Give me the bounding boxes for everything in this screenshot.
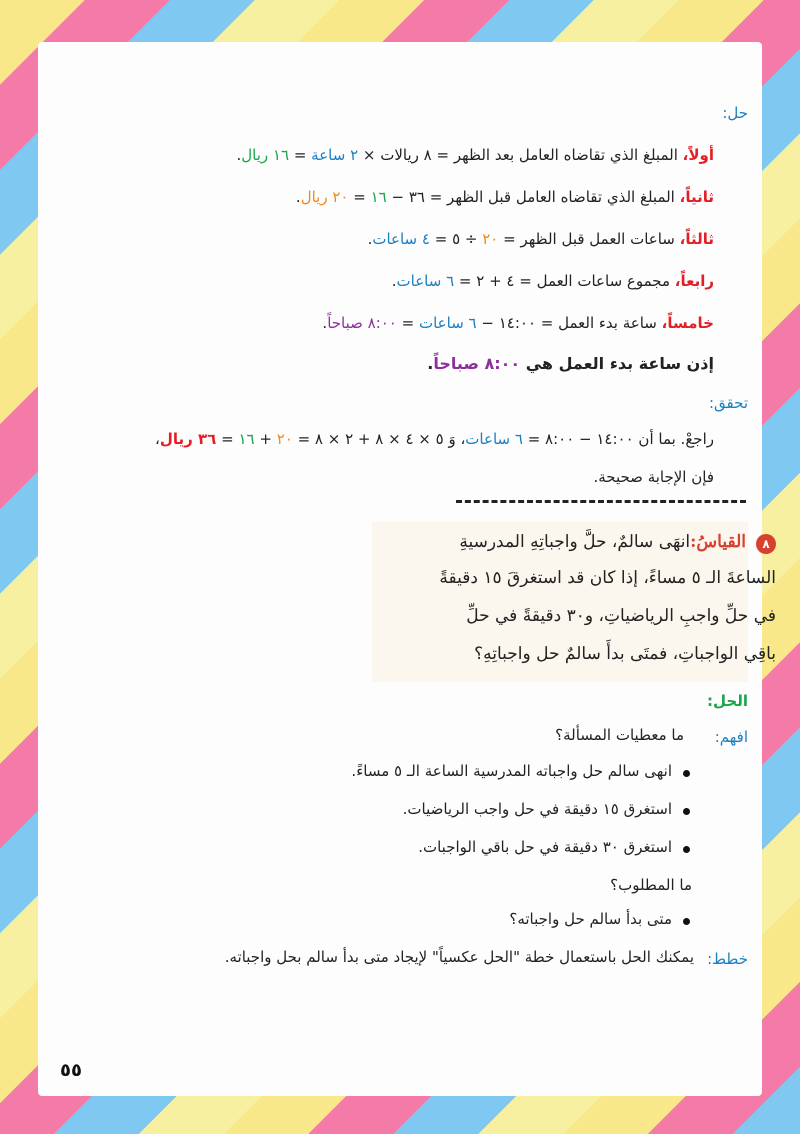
required-1: متى بدأ سالم حل واجباته؟: [509, 910, 672, 928]
problem-line-3: في حلِّ واجبِ الرياضياتِ، و٣٠ دقيقةً في حلِّ: [466, 606, 776, 626]
problem-line-1: [459, 532, 746, 552]
step-1-mid: =: [289, 146, 312, 164]
bullet-icon: [683, 846, 690, 853]
check-label: تحقق:: [708, 394, 748, 412]
check-line-2: فإن الإجابة صحيحة.: [593, 468, 714, 486]
step-4-c2: ٦ ساعات: [396, 272, 455, 290]
step-2-text: المبلغ الذي تقاضاه العامل قبل الظهر = ٣٦ −: [386, 188, 675, 206]
understand-label: افهم:: [714, 728, 748, 746]
check-part-i: ،: [155, 430, 160, 448]
step-4-head: رابعاً،: [674, 272, 714, 290]
step-1-head: أولاً،: [682, 146, 714, 164]
given-3: استغرق ٣٠ دقيقة في حل باقي الواجبات.: [418, 838, 672, 856]
check-part-f: ١٦: [238, 430, 255, 448]
step-3-mid: ÷ ٥ =: [429, 230, 483, 248]
step-2-end: .: [295, 188, 301, 206]
given-1: انهى سالم حل واجباته المدرسية الساعة الـ ٥ مساءً.: [351, 762, 672, 780]
step-5-head: خامساً،: [661, 314, 714, 332]
step-5-c1: ٦ ساعات: [418, 314, 477, 332]
step-4: [392, 272, 714, 290]
step-5-c2: ٨:٠٠ صباحاً: [327, 314, 397, 332]
conclusion: [427, 354, 714, 373]
step-5-text: ساعة بدء العمل = ١٤:٠٠ −: [476, 314, 657, 332]
step-5: [322, 314, 714, 332]
check-line-1: [155, 430, 714, 448]
step-3-c1: ٢٠: [482, 230, 499, 248]
step-3-c2: ٤ ساعات: [372, 230, 430, 248]
check-part-a: راجعْ. بما أن ١٤:٠٠ − ٨:٠٠ =: [522, 430, 714, 448]
check-part-g: =: [216, 430, 239, 448]
problem-line-4: باقِي الواجباتِ، فمتَى بدأَ سالمٌ حل واجباتِهِ؟: [474, 644, 776, 664]
bullet-icon: [683, 918, 690, 925]
step-5-mid: =: [396, 314, 419, 332]
required-question: ما المطلوب؟: [610, 876, 692, 894]
step-1-c1: ٢ ساعة: [311, 146, 359, 164]
check-part-d: ٢٠: [276, 430, 293, 448]
step-1-text: المبلغ الذي تقاضاه العامل بعد الظهر = ٨ ريالات ×: [358, 146, 678, 164]
problem-text-1: انهَى سالمٌ، حلَّ واجباتِهِ المدرسيةِ: [459, 532, 691, 552]
step-3-head: ثالثاً،: [679, 230, 714, 248]
conclusion-text: إذن ساعة بدء العمل هي: [520, 354, 714, 373]
bullet-icon: [683, 770, 690, 777]
check-part-e: +: [254, 430, 277, 448]
step-2: [296, 188, 714, 206]
step-2-c2: ٢٠ ريال: [300, 188, 349, 206]
step-3-text: ساعات العمل قبل الظهر =: [498, 230, 675, 248]
problem-title: القياسُ:: [690, 532, 746, 552]
step-1-end: .: [236, 146, 242, 164]
page-number: ٥٥: [60, 1060, 82, 1081]
problem-number-badge: ٨: [756, 534, 776, 554]
check-part-h: ٣٦ ريال: [159, 430, 217, 448]
step-2-c1: ١٦: [370, 188, 387, 206]
given-2: استغرق ١٥ دقيقة في حل واجب الرياضيات.: [402, 800, 672, 818]
step-1-c2: ١٦ ريال: [241, 146, 290, 164]
solution-label: حل:: [722, 104, 748, 122]
section-divider: [456, 500, 746, 503]
step-2-head: ثانياً،: [679, 188, 714, 206]
conclusion-end: .: [427, 354, 434, 373]
understand-question: ما معطيات المسألة؟: [555, 726, 684, 744]
bullet-icon: [683, 808, 690, 815]
problem-line-2: الساعةَ الـ ٥ مساءً، إذا كان قد استغرقَ ١٥ دقيقةً: [439, 568, 776, 588]
step-5-end: .: [322, 314, 328, 332]
check-part-c: ، وَ ٥ × ٤ × ٨ + ٢ × ٨ =: [292, 430, 466, 448]
conclusion-value: ٨:٠٠ صباحاً: [433, 354, 521, 373]
step-2-mid: =: [348, 188, 371, 206]
step-4-end: .: [391, 272, 397, 290]
plan-label: خطط:: [707, 950, 748, 968]
check-part-b: ٦ ساعات: [465, 430, 523, 448]
step-4-text: مجموع ساعات العمل = ٤ + ٢ =: [454, 272, 670, 290]
step-1: [236, 146, 714, 164]
step-3-end: .: [367, 230, 373, 248]
plan-text: يمكنك الحل باستعمال خطة "الحل عكسياً" لإيجاد متى بدأ سالم بحل واجباته.: [224, 948, 694, 966]
step-3: [368, 230, 714, 248]
solution-2-label: الحل:: [707, 692, 748, 710]
